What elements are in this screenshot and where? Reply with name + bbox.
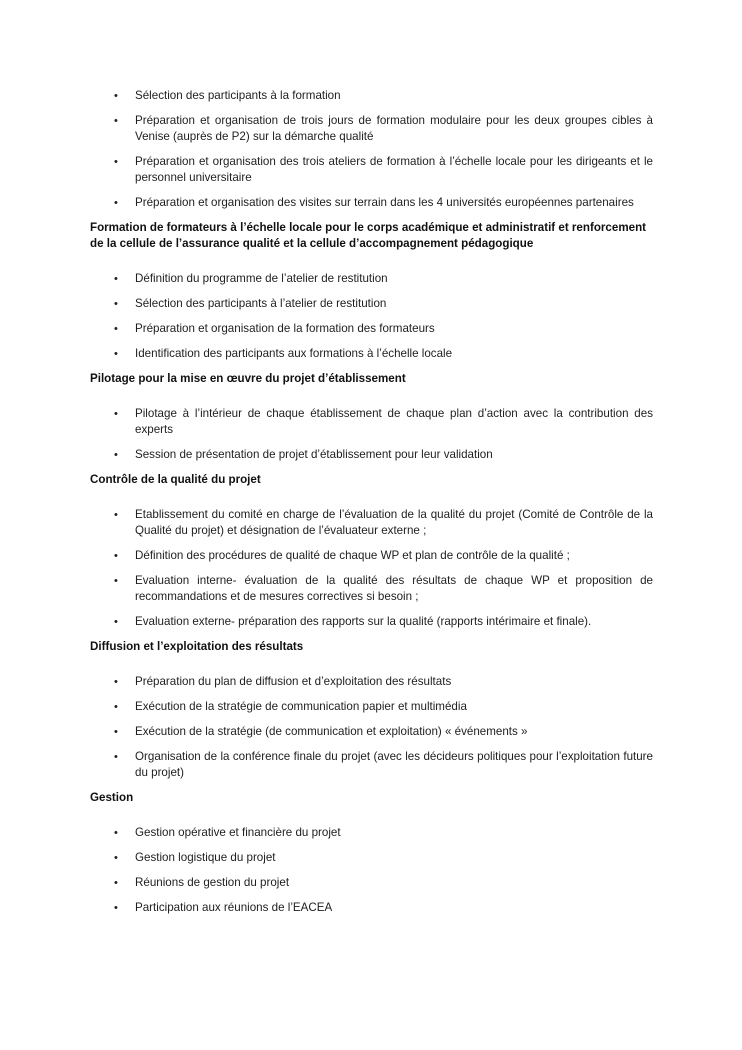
bullet-icon: • [114,701,118,713]
list-item-text: Préparation du plan de diffusion et d’exploitation des résultats [135,675,452,688]
bullet-icon: • [114,852,118,864]
list-item-text: Evaluation externe- préparation des rapports sur la qualité (rapports intérimaire et finale). [135,615,592,628]
list-item [90,154,653,186]
document-page [90,88,653,925]
list-item [90,900,653,916]
section-heading: Gestion [90,791,134,804]
list-item-text: Evaluation interne- évaluation de la qualité des résultats de chaque WP et proposition de recommandations et de mesures correctives si besoin ; [135,574,653,603]
bullet-icon: • [114,273,118,285]
list-item-text: Préparation et organisation des visites sur terrain dans les 4 universités européennes partenaires [135,196,634,209]
list-item-text: Exécution de la stratégie de communication papier et multimédia [135,700,467,713]
list-item-text: Préparation et organisation des trois ateliers de formation à l’échelle locale pour les dirigeants et le personnel universitaire [135,155,653,184]
bullet-icon: • [114,550,118,562]
list-item [90,447,653,463]
list-item-text: Session de présentation de projet d’établissement pour leur validation [135,448,493,461]
section-heading: Formation de formateurs à l’échelle locale pour le corps académique et administratif et renforcement de la cellule de l’assurance qualité et la cellule d’accompagnement pédagogique [90,221,647,250]
bullet-icon: • [114,902,118,914]
section-heading: Pilotage pour la mise en œuvre du projet d’établissement [90,372,406,385]
bullet-icon: • [114,90,118,102]
list-item-text: Gestion logistique du projet [135,851,276,864]
list-item [90,825,653,841]
list-item [90,195,653,211]
list-item [90,271,653,287]
bullet-icon: • [114,408,118,420]
bullet-icon: • [114,877,118,889]
list-item-text: Définition du programme de l’atelier de restitution [135,272,388,285]
bullet-list [90,825,653,916]
list-item [90,88,653,104]
list-item-text: Gestion opérative et financière du projet [135,826,341,839]
list-item-text: Etablissement du comité en charge de l’évaluation de la qualité du projet (Comité de Contrôle de la Qualité du projet) et désignation de l’évaluateur externe ; [135,508,653,537]
list-item [90,296,653,312]
list-item-text: Préparation et organisation de trois jours de formation modulaire pour les deux groupes cibles à Venise (auprès de P2) sur la démarche qualité [135,114,653,143]
list-item-text: Organisation de la conférence finale du projet (avec les décideurs politiques pour l’exploitation future du projet) [135,750,653,779]
list-item-text: Pilotage à l’intérieur de chaque établissement de chaque plan d’action avec la contribution des experts [135,407,653,436]
list-item [90,548,653,564]
list-item [90,749,653,781]
bullet-list [90,674,653,781]
bullet-icon: • [114,509,118,521]
list-item [90,614,653,630]
list-item [90,724,653,740]
bullet-icon: • [114,323,118,335]
bullet-list [90,406,653,463]
list-item [90,674,653,690]
list-item [90,321,653,337]
list-item [90,699,653,715]
list-item-text: Sélection des participants à la formation [135,89,341,102]
bullet-icon: • [114,156,118,168]
bullet-icon: • [114,449,118,461]
bullet-list [90,271,653,362]
bullet-list [90,507,653,630]
bullet-icon: • [114,115,118,127]
bullet-icon: • [114,827,118,839]
bullet-icon: • [114,616,118,628]
bullet-icon: • [114,298,118,310]
list-item [90,573,653,605]
bullet-icon: • [114,726,118,738]
list-item [90,406,653,438]
list-item-text: Réunions de gestion du projet [135,876,290,889]
list-item [90,507,653,539]
list-item [90,346,653,362]
list-item-text: Participation aux réunions de l’EACEA [135,901,333,914]
list-item-text: Exécution de la stratégie (de communication et exploitation) « événements » [135,725,528,738]
list-item [90,875,653,891]
bullet-icon: • [114,751,118,763]
section-heading: Diffusion et l’exploitation des résultats [90,640,304,653]
list-item-text: Préparation et organisation de la formation des formateurs [135,322,435,335]
bullet-icon: • [114,575,118,587]
list-item [90,113,653,145]
bullet-icon: • [114,676,118,688]
list-item-text: Définition des procédures de qualité de chaque WP et plan de contrôle de la qualité ; [135,549,570,562]
bullet-icon: • [114,348,118,360]
list-item-text: Identification des participants aux formations à l’échelle locale [135,347,453,360]
section-heading: Contrôle de la qualité du projet [90,473,261,486]
bullet-list [90,88,653,211]
list-item-text: Sélection des participants à l’atelier de restitution [135,297,387,310]
list-item [90,850,653,866]
bullet-icon: • [114,197,118,209]
